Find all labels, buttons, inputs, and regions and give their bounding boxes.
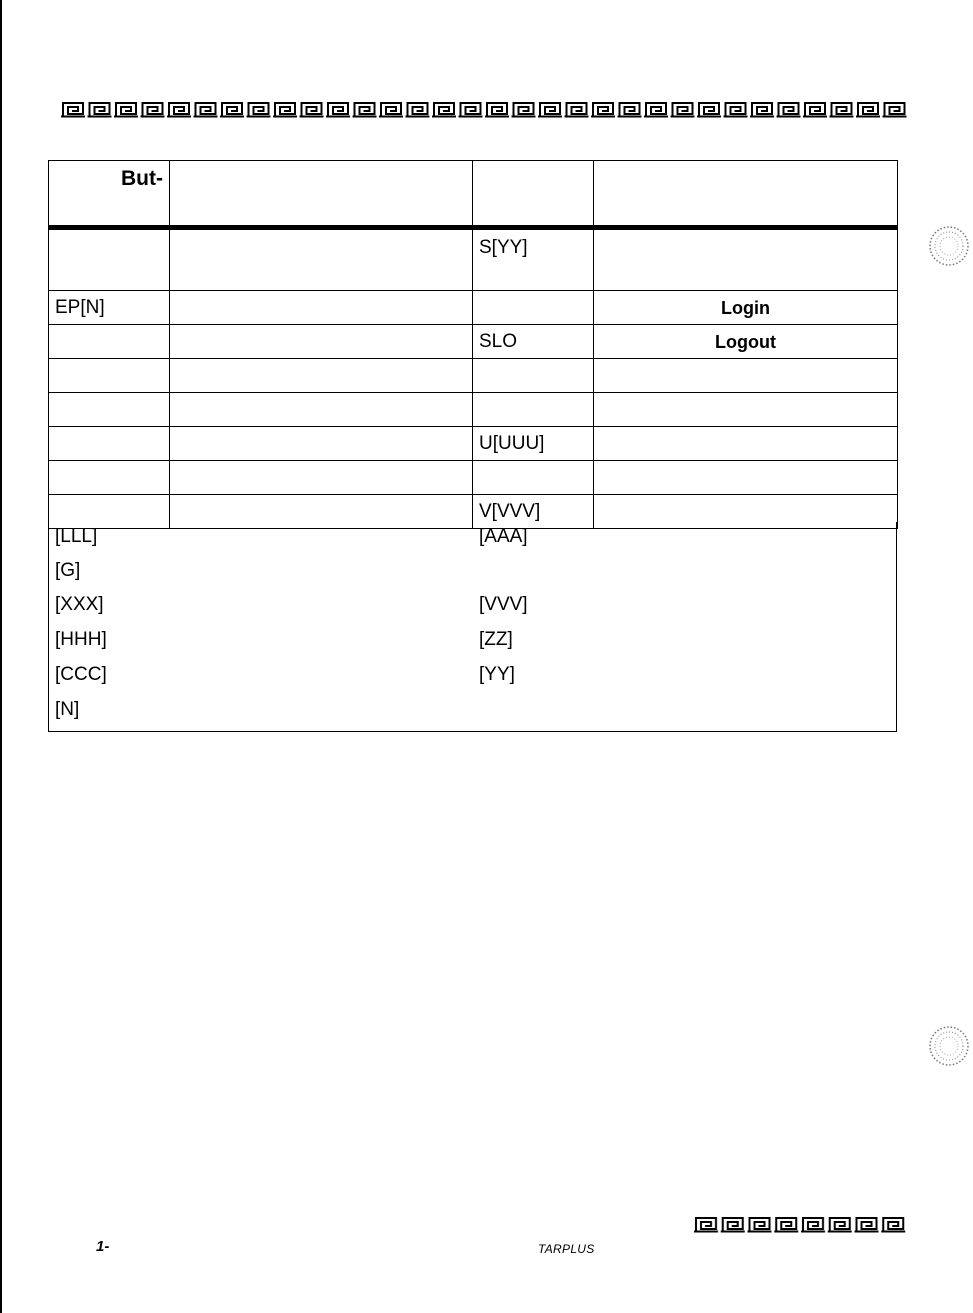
table-cell <box>170 427 473 461</box>
table-cell: U[UUU] <box>473 427 594 461</box>
table-cell <box>473 359 594 393</box>
table-cell: V[VVV] <box>473 495 594 529</box>
table-row <box>49 461 898 495</box>
legend-right-item: [VVV] <box>479 594 528 615</box>
table-cell: Login <box>594 291 898 325</box>
header-cell <box>594 161 898 228</box>
table-row <box>49 359 898 393</box>
table-row <box>49 427 898 461</box>
table-cell: S[YY] <box>473 228 594 291</box>
legend-left-item: [HHH] <box>55 629 107 650</box>
table-cell <box>594 427 898 461</box>
table-cell: SLO <box>473 325 594 359</box>
table-row <box>49 325 898 359</box>
legend-right-item: [YY] <box>479 664 515 685</box>
table-header-row <box>49 161 898 228</box>
top-greek-key-border <box>60 101 908 118</box>
table-cell <box>473 393 594 427</box>
table-cell: Logout <box>594 325 898 359</box>
table-row <box>49 291 898 325</box>
table-cell <box>594 461 898 495</box>
table-cell <box>170 393 473 427</box>
legend-left-item: [CCC] <box>55 664 107 685</box>
table-cell <box>473 291 594 325</box>
table-row <box>49 228 898 291</box>
table-cell <box>594 359 898 393</box>
legend-left-item: [N] <box>55 699 80 720</box>
table-cell <box>49 461 170 495</box>
table-cell <box>170 291 473 325</box>
legend-right-item: [ZZ] <box>479 629 513 650</box>
header-cell <box>473 161 594 228</box>
table-row <box>49 393 898 427</box>
footer-greek-key-border <box>693 1216 907 1233</box>
table-cell <box>49 359 170 393</box>
table-cell <box>170 359 473 393</box>
hole-punch-icon <box>927 224 971 268</box>
table-cell <box>170 228 473 291</box>
table-cell <box>49 325 170 359</box>
table-cell <box>49 427 170 461</box>
table-cell <box>170 325 473 359</box>
legend-right-item: [AAA] <box>479 526 528 547</box>
page-number: 1- <box>96 1238 110 1255</box>
header-cell <box>170 161 473 228</box>
hole-punch-icon <box>927 1024 971 1068</box>
footer-doc-title: TARPLUS <box>538 1242 595 1256</box>
table-cell <box>594 228 898 291</box>
code-table <box>48 160 898 529</box>
table-cell <box>594 393 898 427</box>
table-cell <box>170 461 473 495</box>
table-cell <box>49 228 170 291</box>
legend-left-item: [LLL] <box>55 526 98 547</box>
legend-left-item: [G] <box>55 560 81 581</box>
legend-left-item: [XXX] <box>55 594 104 615</box>
header-cell: But- <box>49 161 170 228</box>
table-cell: EP[N] <box>49 291 170 325</box>
table-cell <box>49 393 170 427</box>
left-margin-rule <box>0 0 2 1313</box>
legend-box <box>48 522 897 732</box>
table-cell <box>473 461 594 495</box>
